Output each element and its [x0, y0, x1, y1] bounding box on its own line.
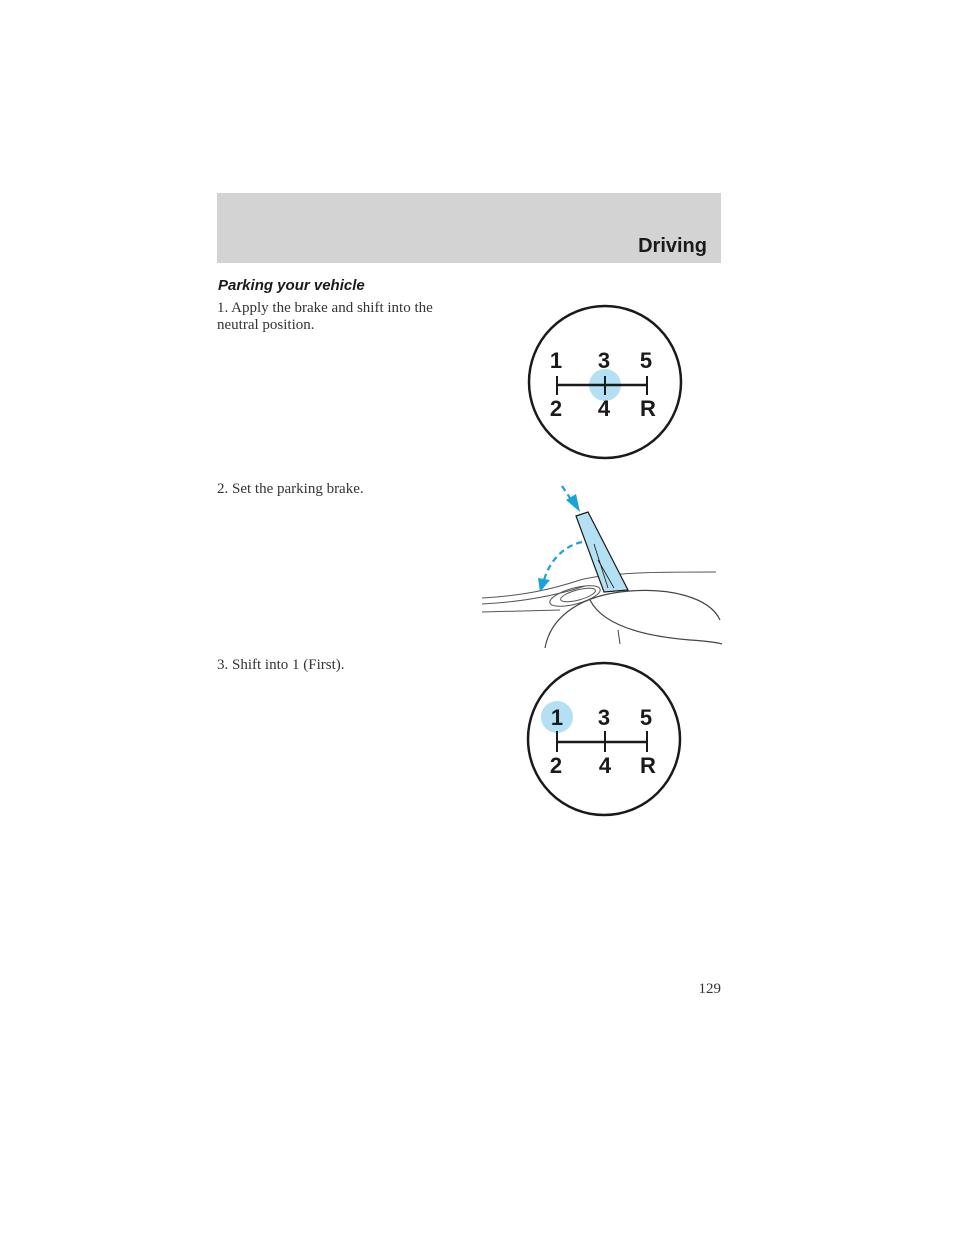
subheading: Parking your vehicle [218, 277, 365, 294]
header-band [217, 193, 721, 263]
gear-label-3: 3 [597, 705, 611, 730]
gear-label-2: 2 [549, 753, 563, 778]
gear-label-5: 5 [639, 705, 653, 730]
section-title: Driving [638, 235, 707, 257]
parking-brake-diagram [480, 480, 722, 650]
gear-label-r: R [640, 396, 656, 421]
gear-label-r: R [640, 753, 656, 778]
gear-label-3: 3 [597, 348, 611, 373]
gear-label-5: 5 [639, 348, 653, 373]
step-2-text: 2. Set the parking brake. [217, 481, 364, 497]
gear-label-2: 2 [549, 396, 563, 421]
gear-label-1: 1 [550, 705, 564, 730]
step-3-text: 3. Shift into 1 (First). [217, 657, 345, 673]
gear-label-1: 1 [549, 348, 563, 373]
gear-label-4: 4 [598, 753, 612, 778]
gear-label-4: 4 [597, 396, 611, 421]
shift-pattern-neutral-diagram [527, 304, 683, 460]
brake-lever [576, 512, 628, 592]
page-number: 129 [698, 981, 721, 997]
shift-pattern-first-diagram [526, 661, 682, 817]
step-1-text: 1. Apply the brake and shift into the neutral position. [217, 300, 433, 333]
